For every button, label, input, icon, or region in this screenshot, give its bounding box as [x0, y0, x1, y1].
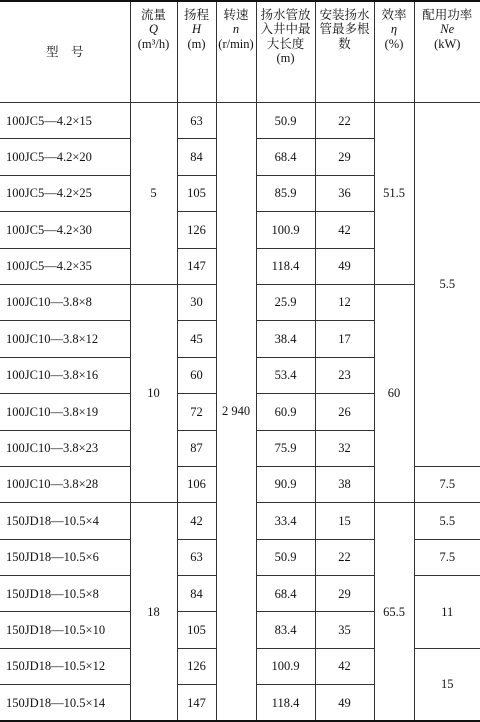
header-speed-label: 转速 [217, 8, 256, 22]
maxlen-cell: 83.4 [256, 612, 315, 648]
header-power-label: 配用功率 [415, 8, 480, 22]
model-cell: 100JC5—4.2×30 [0, 212, 130, 248]
header-maxlen-line2: 入井中最 [257, 22, 315, 36]
maxlen-cell: 60.9 [256, 394, 315, 430]
head-cell: 105 [177, 175, 216, 211]
flow-cell: 18 [130, 503, 177, 721]
header-eff-label: 效率 [375, 8, 414, 22]
head-cell: 126 [177, 648, 216, 684]
maxlen-cell: 85.9 [256, 175, 315, 211]
model-cell: 150JD18—10.5×14 [0, 685, 130, 721]
maxlen-cell: 118.4 [256, 685, 315, 721]
model-cell: 150JD18—10.5×10 [0, 612, 130, 648]
header-flow [130, 1, 177, 103]
head-cell: 147 [177, 248, 216, 284]
header-flow-label: 流量 [131, 8, 177, 22]
maxlen-cell: 53.4 [256, 357, 315, 393]
model-cell: 150JD18—10.5×4 [0, 503, 130, 539]
power-cell: 7.5 [414, 466, 480, 502]
header-flow-unit: (m³/h) [131, 37, 177, 51]
table-row [0, 103, 480, 139]
count-cell: 23 [315, 357, 374, 393]
header-speed-symbol: n [217, 22, 256, 36]
header-maxlen-unit: (m) [257, 51, 315, 65]
model-cell: 100JC10—3.8×12 [0, 321, 130, 357]
power-cell: 15 [414, 648, 480, 721]
model-cell: 100JC5—4.2×20 [0, 139, 130, 175]
maxlen-cell: 100.9 [256, 648, 315, 684]
model-cell: 150JD18—10.5×8 [0, 576, 130, 612]
eff-cell: 65.5 [374, 503, 414, 721]
maxlen-cell: 38.4 [256, 321, 315, 357]
head-cell: 147 [177, 685, 216, 721]
maxlen-cell: 50.9 [256, 103, 315, 139]
count-cell: 42 [315, 212, 374, 248]
model-cell: 100JC5—4.2×35 [0, 248, 130, 284]
maxlen-cell: 33.4 [256, 503, 315, 539]
head-cell: 63 [177, 103, 216, 139]
header-maxcount-line1: 安装扬水 [316, 8, 374, 22]
count-cell: 35 [315, 612, 374, 648]
header-maxlen-line3: 大长度 [257, 37, 315, 51]
header-maxlen-line1: 扬水管放 [257, 8, 315, 22]
header-model: 型 号 [0, 1, 130, 103]
head-cell: 30 [177, 284, 216, 320]
count-cell: 22 [315, 539, 374, 575]
count-cell: 22 [315, 103, 374, 139]
count-cell: 12 [315, 284, 374, 320]
header-head-symbol: H [178, 22, 216, 36]
maxlen-cell: 100.9 [256, 212, 315, 248]
power-cell: 11 [414, 576, 480, 649]
eff-cell: 51.5 [374, 103, 414, 285]
header-power-unit: (kW) [415, 37, 480, 51]
header-power-symbol: Ne [415, 22, 480, 36]
model-cell: 100JC10—3.8×19 [0, 394, 130, 430]
head-cell: 105 [177, 612, 216, 648]
maxlen-cell: 75.9 [256, 430, 315, 466]
maxlen-cell: 50.9 [256, 539, 315, 575]
model-cell: 100JC10—3.8×8 [0, 284, 130, 320]
head-cell: 87 [177, 430, 216, 466]
maxlen-cell: 25.9 [256, 284, 315, 320]
model-cell: 150JD18—10.5×12 [0, 648, 130, 684]
head-cell: 60 [177, 357, 216, 393]
power-cell: 5.5 [414, 103, 480, 467]
maxlen-cell: 90.9 [256, 466, 315, 502]
header-head-unit: (m) [178, 37, 216, 51]
count-cell: 26 [315, 394, 374, 430]
head-cell: 106 [177, 466, 216, 502]
count-cell: 32 [315, 430, 374, 466]
head-cell: 42 [177, 503, 216, 539]
head-cell: 84 [177, 139, 216, 175]
header-speed [216, 1, 256, 103]
header-eff-symbol: η [375, 22, 414, 36]
flow-cell: 5 [130, 103, 177, 285]
head-cell: 45 [177, 321, 216, 357]
count-cell: 29 [315, 576, 374, 612]
model-cell: 100JC10—3.8×23 [0, 430, 130, 466]
header-power [414, 1, 480, 103]
count-cell: 29 [315, 139, 374, 175]
maxlen-cell: 68.4 [256, 576, 315, 612]
header-head-label: 扬程 [178, 8, 216, 22]
maxlen-cell: 118.4 [256, 248, 315, 284]
maxlen-cell: 68.4 [256, 139, 315, 175]
head-cell: 72 [177, 394, 216, 430]
head-cell: 63 [177, 539, 216, 575]
header-maxlen [256, 1, 315, 103]
power-cell: 5.5 [414, 503, 480, 539]
count-cell: 42 [315, 648, 374, 684]
header-head [177, 1, 216, 103]
model-cell: 100JC5—4.2×15 [0, 103, 130, 139]
model-cell: 100JC10—3.8×16 [0, 357, 130, 393]
header-maxcount [315, 1, 374, 103]
speed-cell: 2 940 [216, 103, 256, 722]
header-maxcount-line2: 管最多根 [316, 22, 374, 36]
head-cell: 126 [177, 212, 216, 248]
count-cell: 17 [315, 321, 374, 357]
model-cell: 100JC5—4.2×25 [0, 175, 130, 211]
header-flow-symbol: Q [131, 22, 177, 36]
header-maxcount-line3: 数 [316, 37, 374, 51]
count-cell: 49 [315, 248, 374, 284]
model-cell: 150JD18—10.5×6 [0, 539, 130, 575]
power-cell: 7.5 [414, 539, 480, 575]
model-cell: 100JC10—3.8×28 [0, 466, 130, 502]
count-cell: 49 [315, 685, 374, 721]
count-cell: 38 [315, 466, 374, 502]
header-row [0, 1, 480, 103]
header-speed-unit: (r/min) [217, 37, 256, 51]
count-cell: 15 [315, 503, 374, 539]
count-cell: 36 [315, 175, 374, 211]
flow-cell: 10 [130, 284, 177, 502]
head-cell: 84 [177, 576, 216, 612]
eff-cell: 60 [374, 284, 414, 502]
header-eff-unit: (%) [375, 37, 414, 51]
header-eff [374, 1, 414, 103]
